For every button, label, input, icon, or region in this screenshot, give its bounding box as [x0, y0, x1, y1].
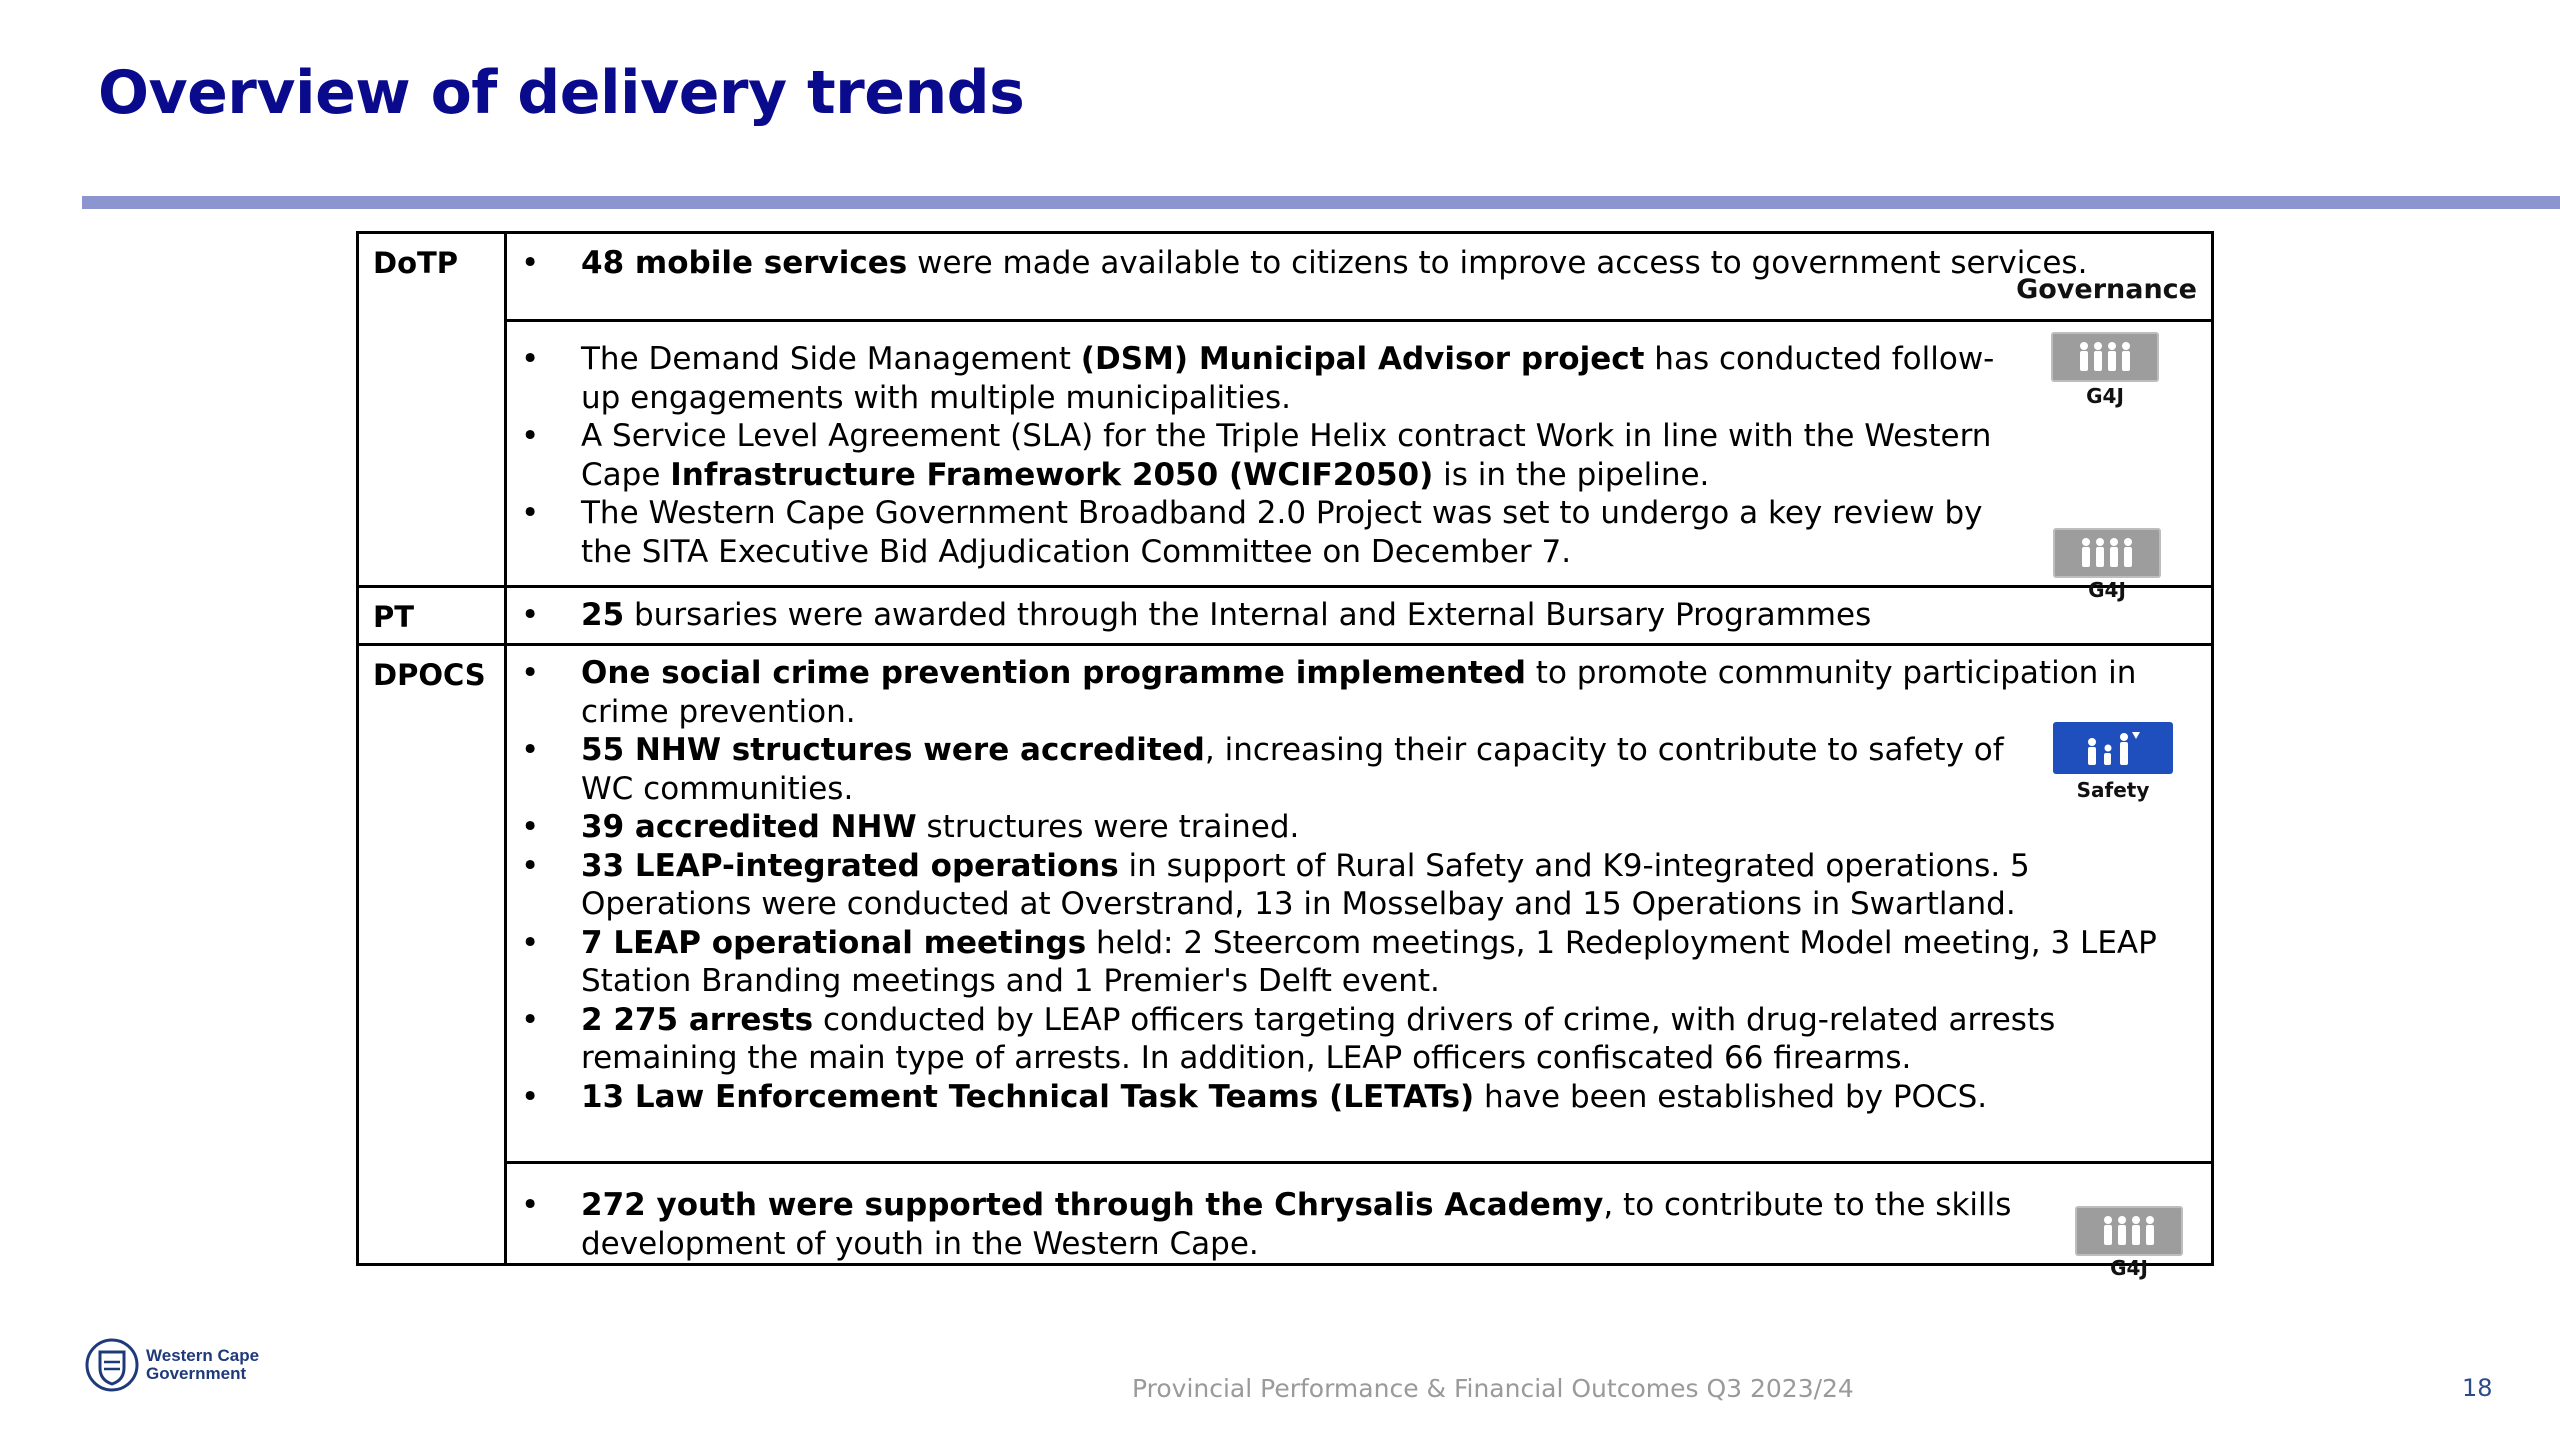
dept-cell-dotp: DoTP — [358, 233, 506, 587]
list-item: • 7 LEAP operational meetings held: 2 Steercom meetings, 1 Redeployment Model meeting, 3 LEAP Station Branding meetings and 1 Premier's Delft event. — [521, 924, 2157, 999]
list-item: • The Western Cape Government Broadband 2.0 Project was set to undergo a key review by the SITA Executive Bid Adjudication Committee on December 7. — [521, 495, 1983, 570]
table-row — [358, 587, 2213, 645]
list-item: • 272 youth were supported through the Chrysalis Academy, to contribute to the skills development of youth in the Western Cape. — [521, 1187, 2012, 1262]
governance-tag: Governance — [2016, 274, 2197, 305]
list-item: • 25 bursaries were awarded through the Internal and External Bursary Programmes — [521, 597, 1872, 633]
wcg-logo — [84, 1336, 259, 1394]
content-cell — [506, 233, 2213, 321]
table-row — [358, 645, 2213, 1163]
g4j-label: G4J — [2088, 578, 2126, 602]
safety-badge — [2053, 722, 2173, 774]
people-group-icon — [2074, 339, 2136, 375]
table-row — [358, 1163, 2213, 1265]
g4j-badge — [2053, 528, 2161, 578]
people-group-icon — [2098, 1213, 2160, 1249]
footer-text: Provincial Performance & Financial Outcomes Q3 2023/24 — [1132, 1374, 1854, 1403]
page-title: Overview of delivery trends — [98, 58, 1025, 128]
list-item: • A Service Level Agreement (SLA) for the Triple Helix contract Work in line with the Western Cape Infrastructure Framework 2050 (WCIF2050) is in the pipeline. — [521, 418, 1992, 493]
content-cell — [506, 587, 2213, 645]
list-item: • 13 Law Enforcement Technical Task Teams (LETATs) have been established by POCS. — [521, 1078, 1988, 1115]
safety-label: Safety — [2076, 778, 2150, 802]
g4j-label: G4J — [2086, 384, 2124, 408]
content-cell — [506, 1163, 2213, 1280]
list-item: • 2 275 arrests conducted by LEAP officers targeting drivers of crime, with drug-related arrests remaining the main type of arrests. In addition, LEAP officers confiscated 66 firearms. — [521, 1001, 2056, 1076]
dept-cell-pt: PT — [358, 587, 506, 645]
people-group-icon — [2076, 535, 2138, 571]
logo-line1: Western Cape — [146, 1346, 260, 1365]
list-item: • 39 accredited NHW structures were trained. — [521, 809, 1300, 845]
dept-cell-dpocs: DPOCS — [358, 645, 506, 1265]
list-item: • The Demand Side Management (DSM) Municipal Advisor project has conducted follow-up engagements with multiple municipalities. — [521, 341, 1995, 416]
logo-line2: Government — [146, 1364, 247, 1383]
delivery-trends-table — [356, 231, 2214, 1280]
g4j-badge — [2075, 1206, 2183, 1256]
list-item: • One social crime prevention programme implemented to promote community participation in crime prevention. — [521, 655, 2137, 730]
table-row — [358, 321, 2213, 587]
crest-icon — [84, 1336, 140, 1394]
list-item: • 48 mobile services were made available to citizens to improve access to government services. — [521, 245, 2088, 281]
content-cell — [506, 645, 2213, 1163]
g4j-badge — [2051, 332, 2159, 382]
g4j-label: G4J — [2110, 1256, 2148, 1280]
list-item: • 33 LEAP-integrated operations in support of Rural Safety and K9-integrated operations. 5 Operations were conducted at Overstrand, 13 in Mosselbay and 15 Operations in Swartland. — [521, 847, 2030, 922]
content-cell — [506, 321, 2213, 602]
table-row — [358, 233, 2213, 321]
title-divider — [82, 196, 2560, 209]
page-number: 18 — [2462, 1374, 2493, 1402]
safety-people-icon — [2078, 728, 2148, 768]
list-item: • 55 NHW structures were accredited, increasing their capacity to contribute to safety of WC communities. — [521, 732, 2004, 807]
